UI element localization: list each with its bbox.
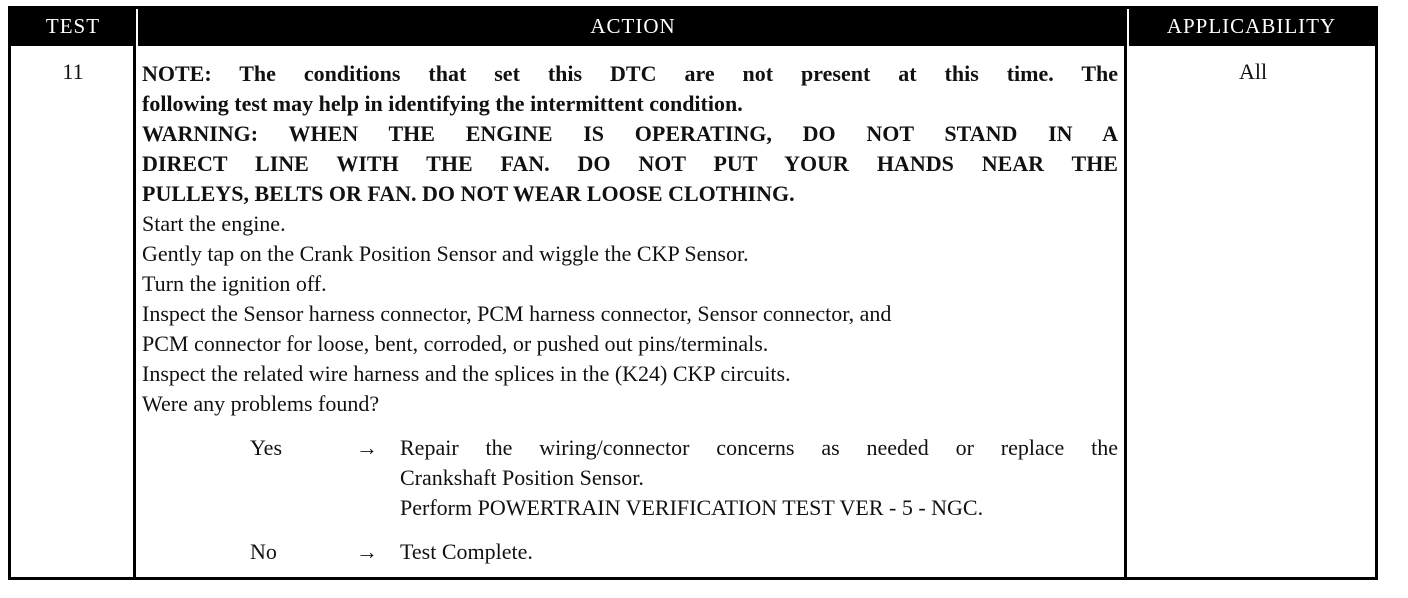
- action-cell: [142, 59, 1118, 567]
- question-text: Were any problems found?: [142, 391, 380, 416]
- step-text: Start the engine.: [142, 211, 286, 236]
- answer-yes-label: Yes: [250, 435, 283, 460]
- step-text: Inspect the Sensor harness connector, PCM harness connector, Sensor connector, and: [142, 301, 892, 326]
- note-text: NOTE: The conditions that set this DTC are not present at this time. The: [142, 61, 1118, 86]
- table-header: [11, 9, 1375, 46]
- column-divider: [133, 46, 136, 577]
- step-text: Gently tap on the Crank Position Sensor and wiggle the CKP Sensor.: [142, 241, 749, 266]
- header-test: TEST: [45, 14, 101, 38]
- answer-no: [142, 537, 1118, 567]
- answer-yes-text: Repair the wiring/connector concerns as needed or replace the: [400, 435, 1118, 460]
- arrow-right-icon: →: [356, 435, 378, 460]
- step-text: Inspect the related wire harness and the splices in the (K24) CKP circuits.: [142, 361, 791, 386]
- note-text: following test may help in identifying the intermittent condition.: [142, 91, 743, 116]
- warning-text: WARNING: WHEN THE ENGINE IS OPERATING, DO NOT STAND IN A: [142, 121, 1118, 146]
- step-text: Turn the ignition off.: [142, 271, 327, 296]
- answer-yes-body: [400, 433, 1118, 523]
- warning-text: PULLEYS, BELTS OR FAN. DO NOT WEAR LOOSE CLOTHING.: [142, 181, 795, 206]
- diagnostic-table: [8, 6, 1378, 580]
- step-text: PCM connector for loose, bent, corroded, or pushed out pins/terminals.: [142, 331, 769, 356]
- answer-no-body: [400, 537, 1118, 567]
- arrow-right-icon: →: [356, 539, 378, 564]
- applicability-value: All: [1238, 59, 1268, 84]
- answer-yes: [142, 433, 1118, 523]
- answers: [142, 433, 1118, 567]
- answer-yes-text: Crankshaft Position Sensor.: [400, 465, 644, 490]
- warning-text: DIRECT LINE WITH THE FAN. DO NOT PUT YOUR HANDS NEAR THE: [142, 151, 1118, 176]
- test-number: 11: [62, 59, 84, 84]
- header-applicability: APPLICABILITY: [1166, 14, 1337, 38]
- header-action: ACTION: [590, 14, 676, 38]
- answer-yes-text: Perform POWERTRAIN VERIFICATION TEST VER - 5 - NGC.: [400, 495, 984, 520]
- answer-no-text: Test Complete.: [400, 539, 533, 564]
- answer-no-label: No: [250, 539, 277, 564]
- column-divider: [1124, 46, 1127, 577]
